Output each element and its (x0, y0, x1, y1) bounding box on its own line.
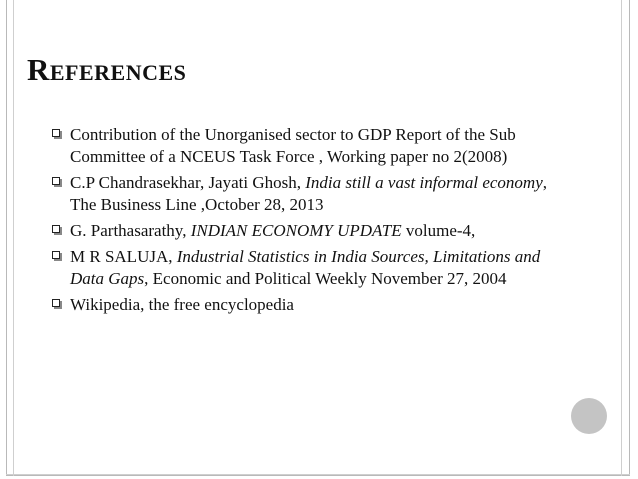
reference-title-text: INDIAN ECONOMY UPDATE (190, 221, 402, 240)
reference-text: C.P Chandrasekhar, Jayati Ghosh, (70, 173, 306, 192)
reference-text: Contribution of the Unorganised sector to GDP Report of the Sub Committee of a NCEUS Task Force , Working paper no 2(2008) (70, 125, 516, 166)
reference-item (48, 246, 568, 290)
reference-text: , Economic and Political Weekly November 27, 2004 (144, 269, 507, 288)
square-bullet-icon (52, 177, 60, 185)
reference-text: M R SALUJA, (70, 247, 177, 266)
square-bullet-icon (52, 225, 60, 233)
square-bullet-icon (52, 299, 60, 307)
references-list (48, 124, 568, 320)
reference-text: , The Business Line ,October 28, 2013 (70, 173, 548, 214)
reference-title-text: India still a vast informal economy (305, 173, 543, 192)
reference-item (48, 172, 568, 216)
reference-item (48, 294, 568, 316)
reference-text: volume-4, (401, 221, 476, 240)
reference-text: G. Parthasarathy, (70, 221, 191, 240)
reference-title-text: Industrial Statistics in India Sources, Limitations and Data Gaps (70, 247, 541, 288)
left-border-line (13, 0, 14, 476)
square-bullet-icon (52, 251, 60, 259)
reference-item (48, 124, 568, 168)
decorative-circle (571, 398, 607, 434)
slide-title: References (27, 52, 187, 87)
right-border-line (621, 0, 622, 476)
reference-text: Wikipedia, the free encyclopedia (70, 295, 294, 314)
square-bullet-icon (52, 129, 60, 137)
bottom-border-line (6, 474, 630, 475)
reference-item (48, 220, 568, 242)
